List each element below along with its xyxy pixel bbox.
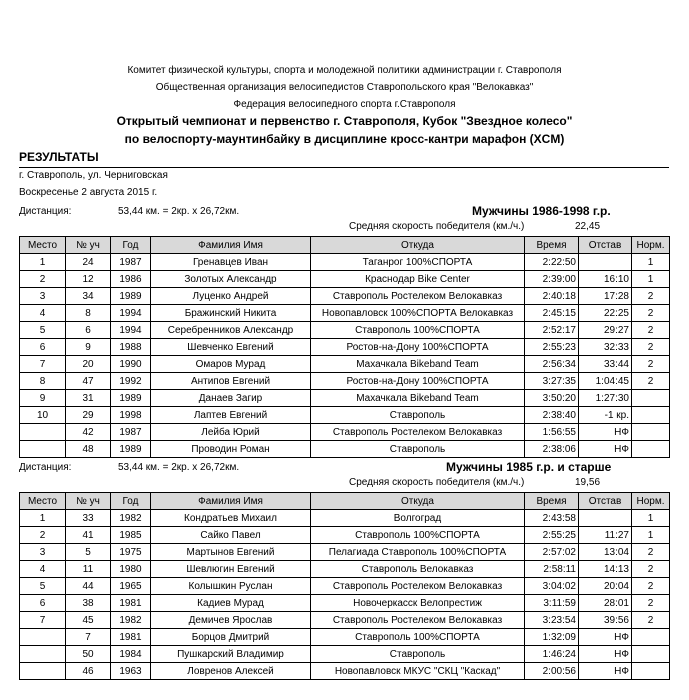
from-cell: Ставрополь	[311, 441, 525, 458]
norm-cell: 1	[632, 254, 670, 271]
number-cell: 7	[66, 629, 111, 646]
gap-cell: -1 кр.	[579, 407, 632, 424]
organizer-line-2: Общественная организация велосипедистов Ставропольского края "Велокавказ"	[155, 82, 534, 93]
year-cell: 1986	[111, 271, 151, 288]
number-cell: 11	[66, 561, 111, 578]
from-header: Откуда	[311, 237, 525, 254]
from-cell: Таганрог 100%СПОРТА	[311, 254, 525, 271]
year-cell: 1987	[111, 254, 151, 271]
place-header: Место	[20, 493, 66, 510]
gap-cell: 17:28	[579, 288, 632, 305]
number-cell: 38	[66, 595, 111, 612]
from-cell: Новопавловск МКУС "СКЦ "Каскад"	[311, 663, 525, 680]
place-cell: 9	[20, 390, 66, 407]
year-cell: 1992	[111, 373, 151, 390]
organizer-line-3: Федерация велосипедного спорта г.Ставрополя	[233, 99, 456, 110]
from-cell: Краснодар Bike Center	[311, 271, 525, 288]
norm-cell: 2	[632, 373, 670, 390]
gap-cell: 32:33	[579, 339, 632, 356]
norm-cell	[632, 663, 670, 680]
place-cell: 2	[20, 271, 66, 288]
name-cell: Данаев Загир	[151, 390, 311, 407]
table-header	[20, 237, 670, 254]
group-title: Мужчины 1986-1998 г.р.	[472, 204, 611, 218]
table-row	[20, 356, 670, 373]
event-subtitle: по велоспорту-маунтинбайку в дисциплине кросс-кантри марафон (XCM)	[124, 132, 565, 146]
norm-header: Норм.	[632, 493, 670, 510]
time-cell: 2:58:11	[525, 561, 579, 578]
name-cell: Мартынов Евгений	[151, 544, 311, 561]
table-row	[20, 595, 670, 612]
name-cell: Ловренов Алексей	[151, 663, 311, 680]
name-cell: Антипов Евгений	[151, 373, 311, 390]
gap-cell: 22:25	[579, 305, 632, 322]
gap-cell: 29:27	[579, 322, 632, 339]
from-cell: Ставрополь Ростелеком Велокавказ	[311, 578, 525, 595]
event-title: Открытый чемпионат и первенство г. Ставрополя, Кубок "Звездное колесо"	[116, 114, 573, 128]
time-cell: 3:50:20	[525, 390, 579, 407]
gap-cell: НФ	[579, 441, 632, 458]
number-cell: 6	[66, 322, 111, 339]
norm-cell: 2	[632, 561, 670, 578]
table-row	[20, 510, 670, 527]
time-cell: 2:52:17	[525, 322, 579, 339]
table-row	[20, 527, 670, 544]
number-cell: 44	[66, 578, 111, 595]
place-cell	[20, 629, 66, 646]
organizer-line-1: Комитет физической культуры, спорта и молодежной политики администрации г. Ставрополя	[127, 65, 562, 76]
event-date: Воскресенье 2 августа 2015 г.	[19, 187, 158, 198]
gap-header: Отстав	[579, 237, 632, 254]
table-row	[20, 271, 670, 288]
table-row	[20, 305, 670, 322]
norm-cell: 2	[632, 356, 670, 373]
number-cell: 24	[66, 254, 111, 271]
place-cell: 1	[20, 510, 66, 527]
time-cell: 3:11:59	[525, 595, 579, 612]
gap-cell: НФ	[579, 646, 632, 663]
norm-header: Норм.	[632, 237, 670, 254]
time-cell: 2:55:23	[525, 339, 579, 356]
number-cell: 5	[66, 544, 111, 561]
speed-label: Средняя скорость победителя (км./ч.)	[349, 477, 525, 488]
name-cell: Гренавцев Иван	[151, 254, 311, 271]
year-cell: 1980	[111, 561, 151, 578]
place-cell: 3	[20, 288, 66, 305]
from-cell: Новочеркасск Велопрестиж	[311, 595, 525, 612]
from-cell: Ставрополь Ростелеком Велокавказ	[311, 424, 525, 441]
name-cell: Кадиев Мурад	[151, 595, 311, 612]
table-row	[20, 544, 670, 561]
gap-cell: 1:04:45	[579, 373, 632, 390]
table-row	[20, 629, 670, 646]
name-cell: Сайко Павел	[151, 527, 311, 544]
gap-cell	[579, 254, 632, 271]
place-cell: 5	[20, 578, 66, 595]
time-cell: 2:38:40	[525, 407, 579, 424]
year-cell: 1998	[111, 407, 151, 424]
number-cell: 46	[66, 663, 111, 680]
number-cell: 45	[66, 612, 111, 629]
norm-cell	[632, 407, 670, 424]
location: г. Ставрополь, ул. Черниговская	[19, 170, 168, 181]
from-cell: Ставрополь Ростелеком Велокавказ	[311, 288, 525, 305]
name-cell: Шевлюгин Евгений	[151, 561, 311, 578]
from-cell: Ростов-на-Дону 100%СПОРТА	[311, 339, 525, 356]
norm-cell	[632, 646, 670, 663]
norm-cell: 2	[632, 544, 670, 561]
number-cell: 34	[66, 288, 111, 305]
year-cell: 1975	[111, 544, 151, 561]
from-cell: Новопавловск 100%СПОРТА Велокавказ	[311, 305, 525, 322]
speed-value: 22,45	[575, 221, 601, 232]
name-cell: Луценко Андрей	[151, 288, 311, 305]
distance-value: 53,44 км. = 2кр. х 26,72км.	[118, 206, 240, 217]
place-cell	[20, 663, 66, 680]
time-cell: 1:32:09	[525, 629, 579, 646]
number-cell: 42	[66, 424, 111, 441]
year-cell: 1987	[111, 424, 151, 441]
time-cell: 2:45:15	[525, 305, 579, 322]
name-cell: Демичев Ярослав	[151, 612, 311, 629]
place-cell: 4	[20, 561, 66, 578]
from-cell: Ставрополь	[311, 646, 525, 663]
gap-cell: 20:04	[579, 578, 632, 595]
place-cell: 7	[20, 612, 66, 629]
norm-cell	[632, 441, 670, 458]
time-cell: 3:04:02	[525, 578, 579, 595]
number-cell: 33	[66, 510, 111, 527]
from-cell: Пелагиада Ставрополь 100%СПОРТА	[311, 544, 525, 561]
year-header: Год	[111, 493, 151, 510]
table-row	[20, 612, 670, 629]
time-cell: 2:56:34	[525, 356, 579, 373]
table-row	[20, 254, 670, 271]
name-cell: Колышкин Руслан	[151, 578, 311, 595]
table-row	[20, 646, 670, 663]
year-cell: 1989	[111, 441, 151, 458]
table-row	[20, 390, 670, 407]
place-cell: 6	[20, 339, 66, 356]
gap-cell: 14:13	[579, 561, 632, 578]
norm-cell: 2	[632, 612, 670, 629]
year-cell: 1982	[111, 510, 151, 527]
time-cell: 2:22:50	[525, 254, 579, 271]
place-cell	[20, 424, 66, 441]
place-cell: 3	[20, 544, 66, 561]
table-row	[20, 288, 670, 305]
results-label: РЕЗУЛЬТАТЫ	[19, 150, 99, 164]
time-cell: 2:57:02	[525, 544, 579, 561]
from-cell: Ставрополь Ростелеком Велокавказ	[311, 612, 525, 629]
name-header: Фамилия Имя	[151, 493, 311, 510]
place-cell: 2	[20, 527, 66, 544]
year-cell: 1994	[111, 305, 151, 322]
table-row	[20, 424, 670, 441]
name-cell: Шевченко Евгений	[151, 339, 311, 356]
year-cell: 1981	[111, 595, 151, 612]
time-cell: 1:56:55	[525, 424, 579, 441]
table-row	[20, 441, 670, 458]
gap-cell: 1:27:30	[579, 390, 632, 407]
norm-cell: 2	[632, 322, 670, 339]
number-header: № уч	[66, 493, 111, 510]
time-cell: 1:46:24	[525, 646, 579, 663]
name-cell: Серебренников Александр	[151, 322, 311, 339]
from-cell: Ставрополь	[311, 407, 525, 424]
place-cell: 8	[20, 373, 66, 390]
number-cell: 31	[66, 390, 111, 407]
time-cell: 2:39:00	[525, 271, 579, 288]
gap-cell: 39:56	[579, 612, 632, 629]
year-cell: 1981	[111, 629, 151, 646]
year-header: Год	[111, 237, 151, 254]
number-cell: 9	[66, 339, 111, 356]
time-cell: 2:38:06	[525, 441, 579, 458]
number-cell: 50	[66, 646, 111, 663]
year-cell: 1963	[111, 663, 151, 680]
name-cell: Бражинский Никита	[151, 305, 311, 322]
name-header: Фамилия Имя	[151, 237, 311, 254]
number-header: № уч	[66, 237, 111, 254]
norm-cell	[632, 629, 670, 646]
norm-cell: 2	[632, 339, 670, 356]
table-row	[20, 561, 670, 578]
name-cell: Лаптев Евгений	[151, 407, 311, 424]
place-cell: 1	[20, 254, 66, 271]
table-row	[20, 578, 670, 595]
number-cell: 8	[66, 305, 111, 322]
time-cell: 3:27:35	[525, 373, 579, 390]
time-cell: 2:43:58	[525, 510, 579, 527]
time-header: Время	[525, 493, 579, 510]
from-header: Откуда	[311, 493, 525, 510]
from-cell: Ставрополь Велокавказ	[311, 561, 525, 578]
norm-cell: 1	[632, 527, 670, 544]
distance-value: 53,44 км. = 2кр. х 26,72км.	[118, 462, 240, 473]
results-table	[19, 492, 670, 680]
norm-cell: 2	[632, 595, 670, 612]
number-cell: 20	[66, 356, 111, 373]
place-cell: 4	[20, 305, 66, 322]
gap-cell: 16:10	[579, 271, 632, 288]
distance-label: Дистанция:	[19, 462, 72, 473]
time-cell: 2:00:56	[525, 663, 579, 680]
time-cell: 2:55:25	[525, 527, 579, 544]
from-cell: Махачкала Bikeband Team	[311, 356, 525, 373]
speed-label: Средняя скорость победителя (км./ч.)	[349, 221, 525, 232]
norm-cell: 2	[632, 288, 670, 305]
place-cell	[20, 441, 66, 458]
from-cell: Ставрополь 100%СПОРТА	[311, 527, 525, 544]
number-cell: 12	[66, 271, 111, 288]
gap-cell	[579, 510, 632, 527]
name-cell: Золотых Александр	[151, 271, 311, 288]
place-cell: 10	[20, 407, 66, 424]
norm-cell: 2	[632, 305, 670, 322]
norm-cell: 1	[632, 271, 670, 288]
year-cell: 1989	[111, 390, 151, 407]
year-cell: 1984	[111, 646, 151, 663]
distance-label: Дистанция:	[19, 206, 72, 217]
name-cell: Проводин Роман	[151, 441, 311, 458]
table-row	[20, 322, 670, 339]
time-header: Время	[525, 237, 579, 254]
norm-cell	[632, 424, 670, 441]
gap-cell: 11:27	[579, 527, 632, 544]
year-cell: 1989	[111, 288, 151, 305]
table-row	[20, 339, 670, 356]
table-row	[20, 663, 670, 680]
year-cell: 1965	[111, 578, 151, 595]
from-cell: Ставрополь 100%СПОРТА	[311, 322, 525, 339]
from-cell: Ростов-на-Дону 100%СПОРТА	[311, 373, 525, 390]
norm-cell: 2	[632, 578, 670, 595]
place-cell	[20, 646, 66, 663]
name-cell: Кондратьев Михаил	[151, 510, 311, 527]
norm-cell: 1	[632, 510, 670, 527]
gap-cell: НФ	[579, 663, 632, 680]
gap-cell: НФ	[579, 629, 632, 646]
year-cell: 1982	[111, 612, 151, 629]
year-cell: 1988	[111, 339, 151, 356]
gap-cell: 28:01	[579, 595, 632, 612]
place-cell: 5	[20, 322, 66, 339]
norm-cell	[632, 390, 670, 407]
name-cell: Лейба Юрий	[151, 424, 311, 441]
gap-header: Отстав	[579, 493, 632, 510]
time-cell: 2:40:18	[525, 288, 579, 305]
results-table	[19, 236, 670, 458]
table-row	[20, 407, 670, 424]
gap-cell: 13:04	[579, 544, 632, 561]
gap-cell: 33:44	[579, 356, 632, 373]
year-cell: 1994	[111, 322, 151, 339]
time-cell: 3:23:54	[525, 612, 579, 629]
speed-value: 19,56	[575, 477, 601, 488]
from-cell: Ставрополь 100%СПОРТА	[311, 629, 525, 646]
name-cell: Борцов Дмитрий	[151, 629, 311, 646]
number-cell: 41	[66, 527, 111, 544]
name-cell: Омаров Мурад	[151, 356, 311, 373]
name-cell: Пушкарский Владимир	[151, 646, 311, 663]
place-cell: 6	[20, 595, 66, 612]
place-cell: 7	[20, 356, 66, 373]
number-cell: 48	[66, 441, 111, 458]
results-divider	[19, 167, 669, 168]
from-cell: Волгоград	[311, 510, 525, 527]
table-row	[20, 373, 670, 390]
table-header	[20, 493, 670, 510]
year-cell: 1990	[111, 356, 151, 373]
gap-cell: НФ	[579, 424, 632, 441]
place-header: Место	[20, 237, 66, 254]
year-cell: 1985	[111, 527, 151, 544]
from-cell: Махачкала Bikeband Team	[311, 390, 525, 407]
number-cell: 29	[66, 407, 111, 424]
number-cell: 47	[66, 373, 111, 390]
group-title: Мужчины 1985 г.р. и старше	[446, 460, 612, 474]
